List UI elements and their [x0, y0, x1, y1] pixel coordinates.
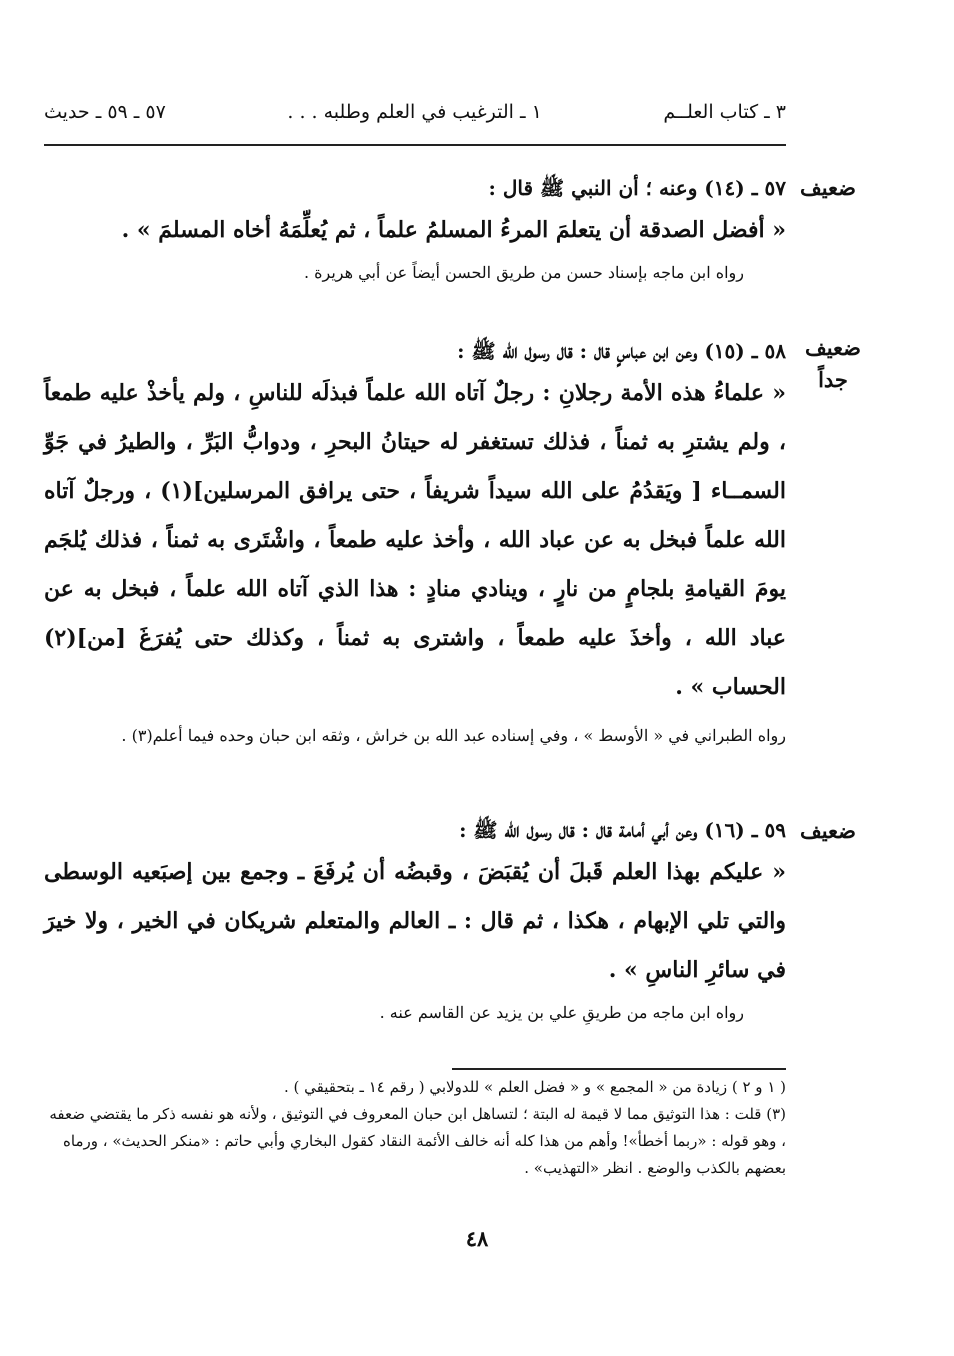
page-number: ٤٨ — [465, 1226, 489, 1251]
hadith-title: ٥٩ ـ (١٦) وعن أبي أمامة قال : قال رسول الله ﷺ : — [459, 818, 786, 842]
hadith-title: ٥٨ ـ (١٥) وعن ابن عباسٍ قال : قال رسول الله ﷺ : — [457, 339, 786, 363]
footnotes — [44, 1074, 786, 1182]
hadith-note: رواه الطبراني في « الأوسط » ، وفي إسناده عبد الله بن خراش ، وثقه ابن حبان وحده فيما أعلم(٣) . — [121, 726, 786, 745]
grade-label: ضعيف جداً — [804, 335, 862, 392]
grade-label: ضعيف — [799, 175, 857, 200]
header-hadith-range: ٥٧ ـ ٥٩ ـ حديث — [44, 101, 166, 123]
footnote: (٣) قلت : هذا التوثيق مما لا قيمة له البتة ؛ لتساهل ابن حبان المعروف في التوثيق ، ولأنه هو نفسه ذكر ما يقتضي ضعفه ، وهو قوله : «ربما أخطأ»! وأهم من هذا كله أنه خالف الأئمة النقاد كقول البخاري وأبي حاتم : «منكر الحديث» ، ورماه بعضهم بالكذب والوضع . انظر «التهذيب» . — [49, 1105, 786, 1177]
grade-label: ضعيف — [799, 818, 857, 843]
hadith-entry — [44, 333, 786, 754]
hadith-note: رواه ابن ماجه بإسناد حسن من طريق الحسن أيضاً عن أبي هريرة . — [303, 263, 744, 282]
header-chapter: ٣ ـ كتاب العلــم — [663, 101, 786, 123]
header-section: ١ ـ الترغيب في العلم وطلبه . . . — [287, 101, 542, 123]
header-divider — [44, 144, 786, 146]
hadith-note: رواه ابن ماجه من طريقِ علي بن يزيد عن القاسم عنه . — [379, 1003, 744, 1022]
hadith-text: « أفضل الصدقة أن يتعلمَ المرءُ المسلمُ علماً ، ثم يُعلِّمَهُ أخاه المسلمَ » . — [121, 217, 786, 243]
hadith-text: « عليكم بهذا العلم قَبلَ أن يُقبَضَ ، وقبضُه أن يُرفَعَ ـ وجمع بين إصبَعيه الوسطى والتي تلي الإبهام ، هكذا ، ثم قال : ـ العالم والمتعلم شريكان في الخير ، ولا خيرَ في سائرِ الناسِ » . — [44, 859, 786, 983]
footnote-divider — [452, 1068, 786, 1070]
hadith-title: ٥٧ ـ (١٤) وعنه ؛ أن النبي ﷺ قال : — [488, 176, 786, 200]
running-header — [44, 92, 786, 132]
hadith-entry — [44, 812, 786, 1031]
footnote: ( ١ و ٢ ) زيادة من « المجمع » و « فضل العلم » للدولابي ( رقم ١٤ ـ بتحقيقي ) . — [284, 1078, 786, 1096]
hadith-text: « علماءُ هذه الأمة رجلانِ : رجلٌ آتاه الله علماً فبذلَه للناسِ ، ولم يأخذْ عليه طمعاً ، ولم يشترِ به ثمناً ، فذلك تستغفر له حيتانُ البحرِ ، ودوابُّ البَرِّ ، والطيرُ في جَوِّ السمــاء [ ويَقدُمُ على الله سيداً شريفاً ، حتى يرافق المرسلين](١) ، ورجلٌ آتاه الله علماً فبخل به عن عباد الله ، وأخذ عليه طمعاً ، واشْتَرى به ثمناً ، فذلك يُلجَم يومَ القيامةِ بلجامٍ من نارٍ ، وينادي منادٍ : هذا الذي آتاه الله علماً ، فبخل به عن عباد الله ، وأخذَ عليه طمعاً ، واشترى به ثمناً ، وكذلك حتى يُفرَغَ [من](٢) الحساب » . — [44, 380, 786, 700]
hadith-entry — [44, 170, 786, 291]
